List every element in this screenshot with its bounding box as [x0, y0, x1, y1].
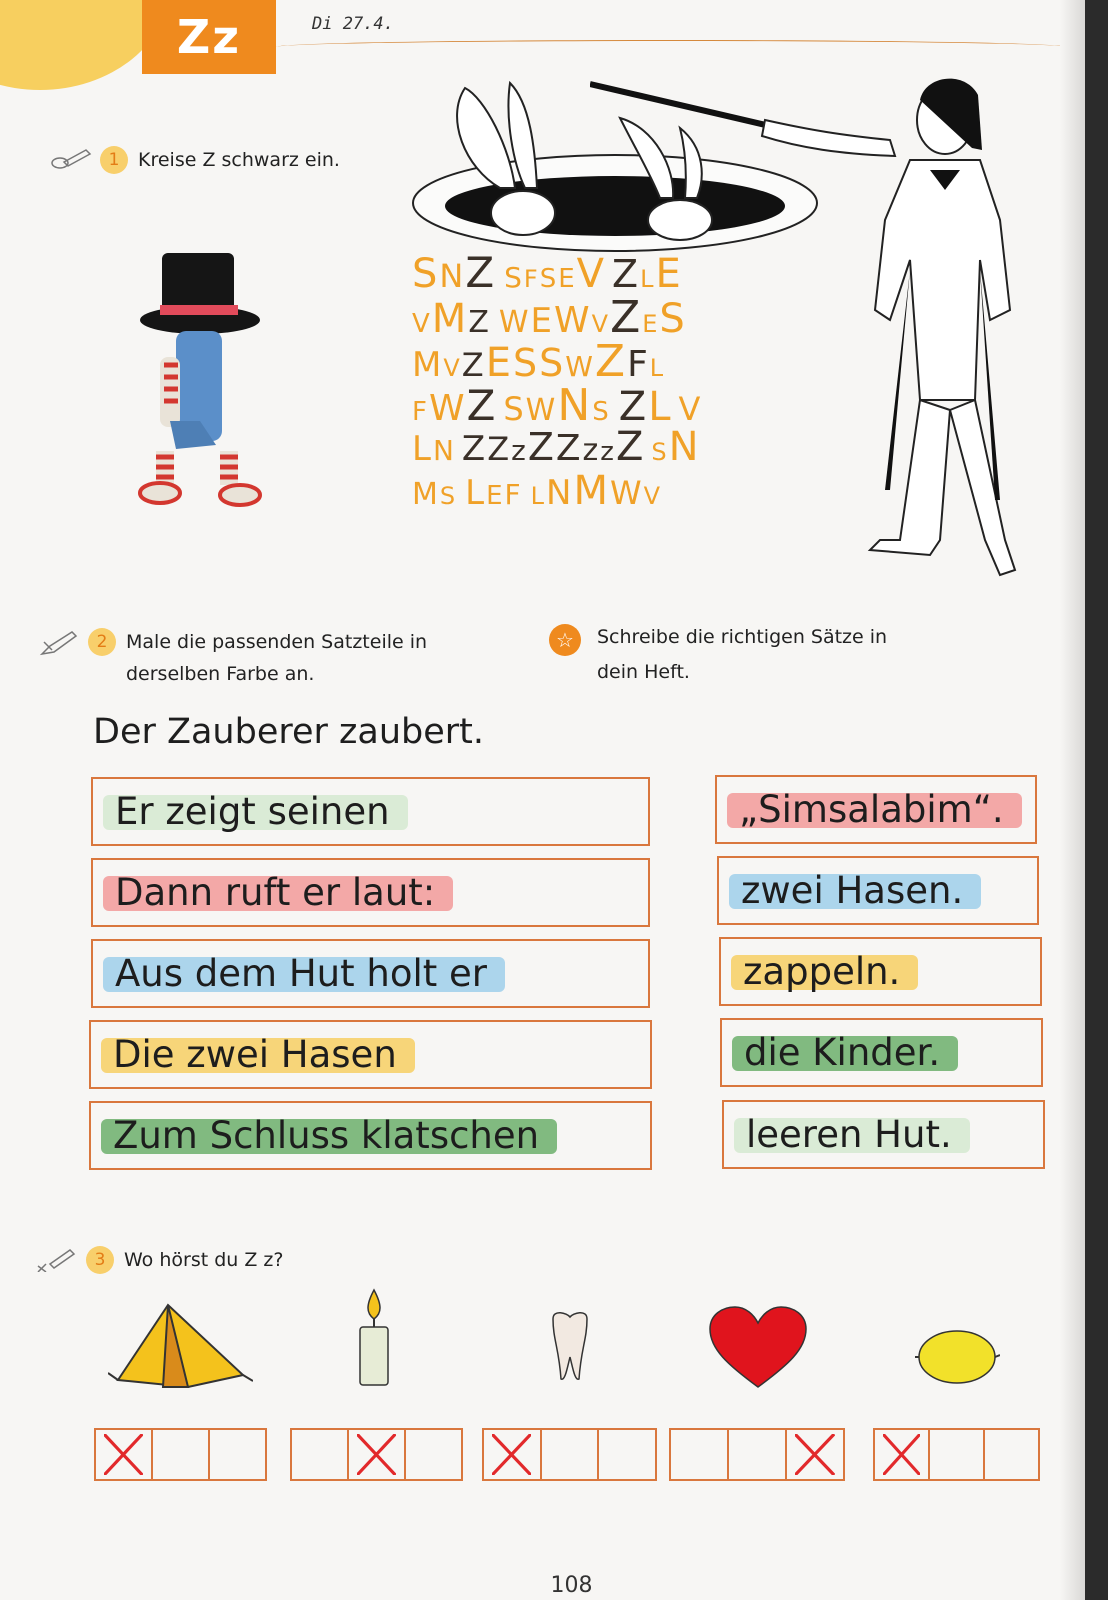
grid-letter: S — [651, 438, 667, 466]
sentence-start-text: Zum Schluss klatschen — [113, 1114, 540, 1157]
sentence-heading: Der Zauberer zaubert. — [93, 712, 485, 752]
picture-row — [0, 1285, 1085, 1395]
grid-letter: Z — [610, 292, 641, 343]
grid-letter: F — [627, 344, 648, 385]
grid-letter: E — [485, 340, 511, 386]
grid-letter: W — [565, 350, 593, 383]
sentence-end-text: die Kinder. — [744, 1031, 941, 1074]
sentence-end-box[interactable] — [720, 1018, 1043, 1087]
grid-letter: z — [511, 434, 526, 467]
grid-letter: S — [512, 341, 538, 385]
grid-letter: Z — [612, 252, 639, 296]
boy-with-hat-illustration — [130, 245, 280, 515]
sentence-end-box[interactable] — [717, 856, 1039, 925]
grid-letter: W — [428, 388, 465, 429]
grid-letter: L — [640, 265, 654, 293]
grid-letter: S — [539, 264, 557, 294]
task-3 — [36, 1246, 283, 1276]
grid-letter: V — [443, 354, 460, 382]
answer-cell[interactable] — [671, 1430, 729, 1479]
letter-tab: Zz — [142, 0, 276, 74]
grid-letter: V — [643, 482, 661, 510]
sentence-end-text: „Simsalabim“. — [739, 788, 1004, 831]
sentence-end-box[interactable] — [722, 1100, 1045, 1169]
grid-letter: W — [554, 300, 590, 341]
sentence-end-box[interactable] — [719, 937, 1042, 1006]
task-instruction: Kreise Z schwarz ein. — [138, 149, 340, 171]
grid-letter: N — [439, 257, 464, 295]
syllable-answer-box[interactable] — [94, 1428, 267, 1481]
grid-letter: W — [525, 393, 556, 428]
answer-cell[interactable] — [349, 1430, 406, 1479]
sentence-start-box[interactable] — [91, 858, 650, 927]
grid-letter: S — [659, 296, 685, 342]
grid-letter: S — [439, 482, 456, 510]
grid-letter: L — [465, 473, 485, 513]
answer-cell[interactable] — [292, 1430, 349, 1479]
grid-row — [412, 248, 822, 297]
lemon-icon — [915, 1327, 1000, 1387]
pencil-icon — [50, 146, 90, 172]
extra-task-instruction: Schreibe die richtigen Sätze in dein Heft. — [597, 626, 888, 683]
tent-icon — [108, 1295, 253, 1390]
star-icon: ☆ — [549, 624, 581, 656]
answer-cell[interactable] — [787, 1430, 843, 1479]
answer-cell[interactable] — [484, 1430, 542, 1479]
sentence-start-box[interactable] — [91, 939, 650, 1008]
grid-letter: M — [573, 468, 608, 514]
grid-letter: W — [498, 305, 529, 340]
page-number: 108 — [550, 1573, 593, 1598]
grid-row — [412, 424, 822, 468]
sentence-end-text: zappeln. — [743, 950, 901, 993]
grid-letter: M — [412, 477, 438, 512]
grid-letter: Z — [527, 425, 554, 469]
grid-letter: Z — [555, 428, 581, 469]
grid-letter: M — [412, 345, 442, 385]
grid-letter: L — [530, 482, 544, 510]
grid-letter: E — [655, 251, 681, 297]
answer-cell[interactable] — [153, 1430, 210, 1479]
sentence-start-text: Dann ruft er laut: — [115, 871, 436, 914]
task-number: 3 — [86, 1246, 114, 1274]
sentence-start-text: Die zwei Hasen — [113, 1033, 397, 1076]
task-instruction: Male die passenden Satzteile in derselben Farbe an. — [126, 631, 428, 685]
answer-cell[interactable] — [985, 1430, 1038, 1479]
grid-letter: Z — [487, 430, 510, 468]
grid-letter: V — [576, 251, 605, 297]
grid-letter: F — [523, 265, 538, 293]
sentence-end-text: leeren Hut. — [746, 1113, 952, 1156]
grid-letter: N — [557, 380, 591, 431]
answer-cell[interactable] — [729, 1430, 787, 1479]
grid-letter: N — [546, 473, 572, 513]
answer-cell[interactable] — [210, 1430, 265, 1479]
syllable-answer-box[interactable] — [873, 1428, 1040, 1481]
sentence-start-box[interactable] — [89, 1101, 652, 1170]
tooth-icon — [547, 1309, 593, 1385]
syllable-answer-box[interactable] — [290, 1428, 463, 1481]
answer-cell[interactable] — [406, 1430, 461, 1479]
grid-letter: Z — [461, 429, 486, 469]
grid-letter: N — [668, 424, 699, 470]
grid-letter: Z — [468, 305, 489, 340]
header-line — [276, 40, 1066, 54]
grid-letter: M — [431, 296, 467, 342]
grid-letter: S — [503, 390, 524, 428]
candle-icon — [352, 1285, 397, 1390]
grid-letter: S — [412, 251, 438, 297]
pencil-check-icon — [36, 1246, 76, 1272]
sentence-end-text: zwei Hasen. — [741, 869, 964, 912]
grid-row — [412, 292, 822, 343]
grid-letter: W — [609, 474, 642, 512]
grid-letter: E — [530, 301, 553, 341]
task-number: 1 — [100, 146, 128, 174]
grid-letter: F — [412, 397, 427, 427]
grid-letter: Z — [615, 424, 644, 470]
answer-cell[interactable] — [930, 1430, 985, 1479]
task-instruction: Wo hörst du Z z? — [124, 1249, 284, 1271]
sentence-start-text: Er zeigt seinen — [115, 790, 390, 833]
syllable-answer-box[interactable] — [669, 1428, 845, 1481]
grid-letter: S — [539, 341, 564, 385]
sentence-start-box[interactable] — [89, 1020, 652, 1089]
grid-letter: Z — [466, 381, 496, 430]
grid-letter: V — [412, 309, 430, 339]
grid-letter: E — [558, 264, 575, 294]
grid-letter: N — [432, 434, 454, 467]
grid-letter: z — [600, 437, 614, 467]
grid-letter: V — [591, 310, 609, 338]
crayon-icon — [38, 628, 78, 654]
answer-cell[interactable] — [599, 1430, 655, 1479]
grid-letter: V — [678, 390, 701, 428]
sentence-start-text: Aus dem Hut holt er — [115, 952, 488, 995]
answer-cell[interactable] — [542, 1430, 600, 1479]
grid-letter: Z — [465, 248, 495, 297]
grid-letter: Z — [461, 346, 484, 384]
grid-letter: z — [582, 433, 599, 468]
grid-letter: S — [504, 261, 522, 294]
answer-cell[interactable] — [875, 1430, 930, 1479]
grid-letter: L — [649, 354, 664, 382]
grid-letter: Z — [594, 336, 626, 387]
sentence-end-box[interactable] — [715, 775, 1037, 844]
syllable-answer-box[interactable] — [482, 1428, 657, 1481]
heart-icon — [708, 1305, 808, 1390]
task-number: 2 — [88, 628, 116, 656]
grid-letter: E — [642, 310, 658, 338]
task-1 — [50, 146, 340, 176]
grid-letter: L — [648, 384, 671, 430]
grid-row — [412, 468, 822, 512]
handwritten-date: Di 27.4. — [312, 14, 394, 34]
grid-letter: E — [486, 481, 503, 511]
grid-letter: Z — [618, 384, 647, 430]
task-2 — [38, 628, 466, 690]
letter-search-grid — [412, 248, 822, 512]
grid-row — [412, 336, 822, 387]
sentence-start-box[interactable] — [91, 777, 650, 846]
grid-letter: S — [592, 397, 609, 427]
grid-letter: L — [412, 429, 431, 469]
grid-letter: F — [504, 478, 521, 511]
answer-cell[interactable] — [96, 1430, 153, 1479]
